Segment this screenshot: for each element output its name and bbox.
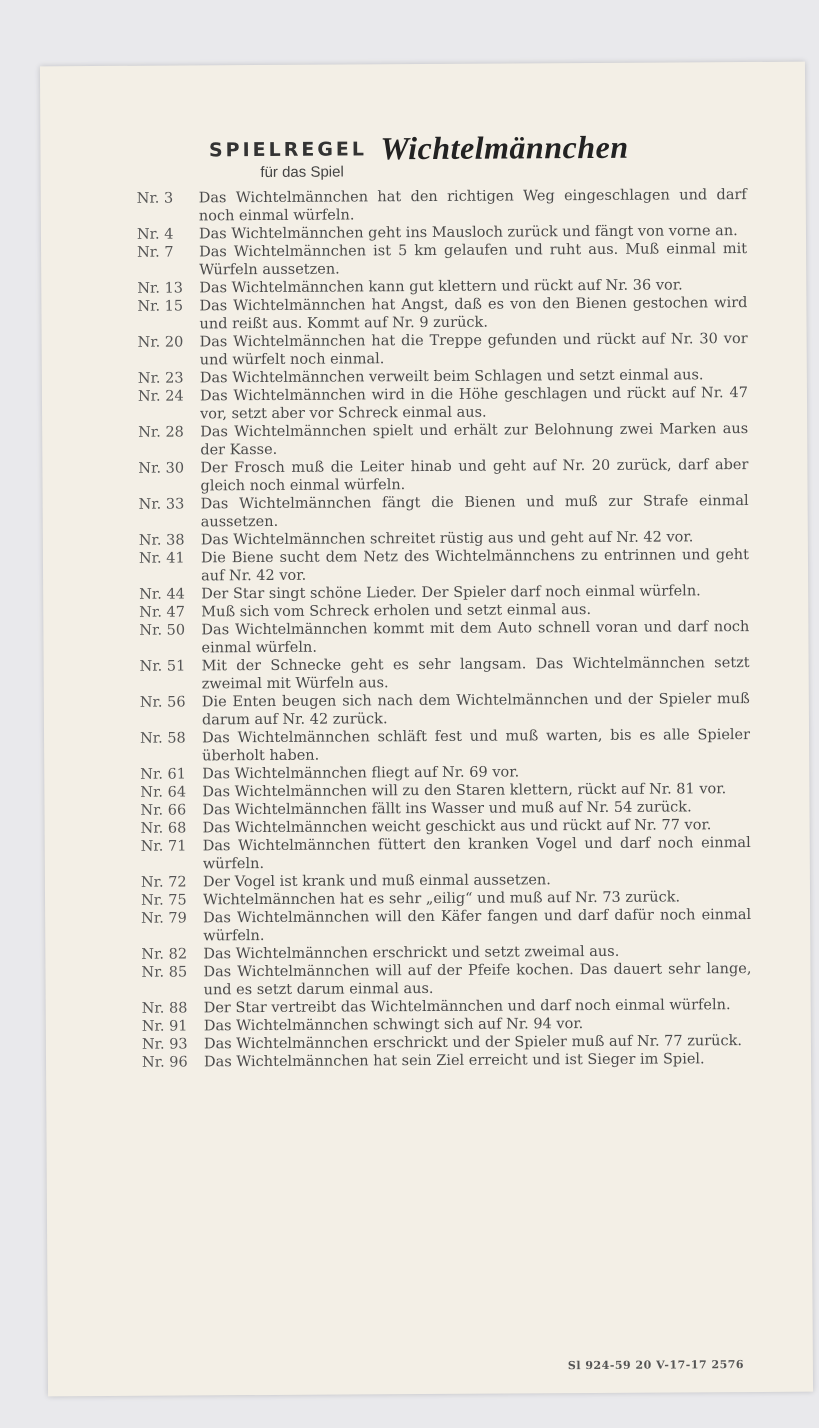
rule-text: Das Wichtelmännchen fällt ins Wasser und muß auf Nr. 54 zurück.: [202, 799, 692, 819]
rule-text: Das Wichtelmännchen fliegt auf Nr. 69 vor.: [202, 764, 520, 783]
rule-number: Nr. 56: [139, 694, 186, 711]
rule-item: [139, 546, 749, 586]
rule-item: [140, 654, 750, 694]
rule-number: Nr. 7: [137, 244, 174, 261]
rule-text: Die Biene sucht dem Netz des Wichtelmännchens zu entrinnen und geht auf Nr. 42 vor.: [200, 547, 749, 585]
rule-item: [138, 456, 748, 496]
page-subtitle: für das Spiel: [260, 163, 344, 182]
rule-text: Das Wichtelmännchen erschrickt und setzt zweimal aus.: [203, 943, 620, 963]
rule-number: Nr. 50: [139, 622, 186, 639]
rule-item: [140, 726, 750, 766]
rule-item: [137, 294, 747, 334]
rule-text: Das Wichtelmännchen hat den richtigen Weg eingeschlagen und darf noch einmal würfeln.: [198, 187, 747, 225]
game-name: Wichtelmännchen: [380, 128, 629, 167]
header-left: [200, 136, 375, 183]
rule-text: Das Wichtelmännchen ist 5 km gelaufen und ruht aus. Muß einmal mit Würfeln aussetzen.: [199, 241, 748, 279]
rule-number: Nr. 3: [136, 190, 174, 207]
rule-number: Nr. 47: [139, 604, 186, 621]
rule-item: [141, 834, 751, 874]
rule-number: Nr. 93: [141, 1036, 188, 1053]
rule-text: Die Enten beugen sich nach dem Wichtelmännchen und der Spieler muß darum auf Nr. 42 zurück.: [201, 691, 750, 729]
rule-text: Das Wichtelmännchen schreitet rüstig aus und geht auf Nr. 42 vor.: [200, 529, 694, 549]
rule-number: Nr. 79: [141, 910, 187, 927]
rule-number: Nr. 91: [141, 1018, 188, 1035]
rule-number: Nr. 71: [140, 838, 187, 855]
rules-list: [137, 186, 752, 1072]
rule-text: Der Frosch muß die Leiter hinab und geht auf Nr. 20 zurück, darf aber gleich noch einmal würfeln.: [200, 457, 749, 495]
print-code: Sl 924-59 20 V-17-17 2576: [567, 1358, 745, 1373]
rule-item: [139, 618, 749, 658]
rule-number: Nr. 23: [137, 370, 184, 387]
rule-text: Das Wichtelmännchen will zu den Staren klettern, rückt auf Nr. 81 vor.: [202, 781, 727, 801]
rule-number: Nr. 15: [137, 298, 184, 315]
rule-text: Das Wichtelmännchen füttert den kranken Vogel und darf noch einmal würfeln.: [202, 835, 751, 873]
rule-text: Das Wichtelmännchen verweilt beim Schlagen und setzt einmal aus.: [199, 367, 704, 387]
rule-item: [139, 492, 749, 532]
rule-text: Das Wichtelmännchen hat Angst, daß es von den Bienen gestochen wird und reißt aus. Kommt auf Nr. 9 zurück.: [199, 295, 748, 333]
rule-sheet: [40, 62, 813, 1397]
rule-number: Nr. 85: [141, 964, 188, 981]
rule-number: Nr. 88: [141, 1000, 188, 1017]
rule-number: Nr. 61: [140, 766, 187, 783]
rule-number: Nr. 75: [140, 892, 187, 909]
rule-text: Das Wichtelmännchen will auf der Pfeife kochen. Das dauert sehr lange, und es setzt darum einmal aus.: [203, 961, 752, 999]
rule-text: Mit der Schnecke geht es sehr langsam. Das Wichtelmännchen setzt zweimal mit Würfeln aus.: [201, 655, 750, 693]
rule-text: Muß sich vom Schreck erholen und setzt einmal aus.: [201, 601, 592, 621]
rule-item: [138, 420, 748, 460]
rule-item: [142, 1050, 752, 1072]
rule-number: Nr. 30: [138, 460, 185, 477]
rule-number: Nr. 4: [136, 226, 174, 243]
rule-number: Nr. 66: [140, 802, 187, 819]
rule-text: Das Wichtelmännchen hat die Treppe gefunden und rückt auf Nr. 30 vor und würfelt noch einmal.: [199, 331, 748, 369]
rule-item: [140, 690, 750, 730]
rule-number: Nr. 51: [139, 658, 186, 675]
rule-number: Nr. 13: [137, 280, 184, 297]
rule-text: Das Wichtelmännchen schwingt sich auf Nr. 94 vor.: [203, 1016, 584, 1035]
rule-number: Nr. 58: [140, 730, 186, 747]
rule-item: [138, 384, 748, 424]
rule-text: Das Wichtelmännchen erschrickt und der Spieler muß auf Nr. 77 zurück.: [203, 1033, 743, 1053]
rule-text: Das Wichtelmännchen wird in die Höhe geschlagen und rückt auf Nr. 47 vor, setzt aber vor Schreck einmal aus.: [199, 385, 749, 423]
rule-text: Das Wichtelmännchen kommt mit dem Auto schnell voran und darf noch einmal würfeln.: [201, 619, 750, 657]
rule-item: [138, 330, 748, 370]
rule-number: Nr. 44: [139, 586, 185, 603]
rule-number: Nr. 24: [137, 388, 184, 405]
rule-number: Nr. 41: [138, 550, 185, 567]
rule-number: Nr. 96: [141, 1054, 188, 1071]
rule-number: Nr. 72: [140, 874, 187, 891]
rule-text: Der Star vertreibt das Wichtelmännchen und darf noch einmal würfeln.: [203, 997, 731, 1017]
rule-text: Das Wichtelmännchen geht ins Mausloch zurück und fängt von vorne an.: [198, 223, 738, 243]
rule-item: [137, 240, 747, 280]
rule-number: Nr. 28: [138, 424, 184, 441]
rule-text: Das Wichtelmännchen weicht geschickt aus und rückt auf Nr. 77 vor.: [202, 817, 712, 837]
rule-text: Das Wichtelmännchen fängt die Bienen und muß zur Strafe einmal aussetzen.: [200, 493, 749, 531]
rule-text: Das Wichtelmännchen spielt und erhält zur Belohnung zwei Marken aus der Kasse.: [200, 421, 749, 459]
rule-number: Nr. 82: [141, 946, 188, 963]
rule-number: Nr. 64: [140, 784, 187, 801]
rule-text: Wichtelmännchen hat es sehr „eilig“ und muß auf Nr. 73 zurück.: [202, 889, 681, 909]
rule-item: [141, 906, 751, 946]
rule-number: Nr. 68: [140, 820, 187, 837]
rule-number: Nr. 20: [137, 334, 184, 351]
rule-text: Das Wichtelmännchen kann gut klettern und rückt auf Nr. 36 vor.: [199, 277, 683, 297]
rule-text: Das Wichtelmännchen will den Käfer fangen und darf dafür noch einmal würfeln.: [203, 907, 752, 945]
rule-number: Nr. 38: [138, 532, 185, 549]
rule-item: [141, 960, 751, 1000]
rule-number: Nr. 33: [138, 496, 185, 513]
rule-text: Der Star singt schöne Lieder. Der Spieler darf noch einmal würfeln.: [201, 583, 701, 603]
page-title: SPIELREGEL: [208, 138, 368, 162]
rule-text: Das Wichtelmännchen hat sein Ziel erreicht und ist Sieger im Spiel.: [203, 1051, 705, 1071]
rule-text: Der Vogel ist krank und muß einmal aussetzen.: [202, 872, 551, 891]
rule-item: [137, 186, 747, 226]
rule-text: Das Wichtelmännchen schläft fest und muß warten, bis es alle Spieler überholt haben.: [202, 727, 751, 765]
